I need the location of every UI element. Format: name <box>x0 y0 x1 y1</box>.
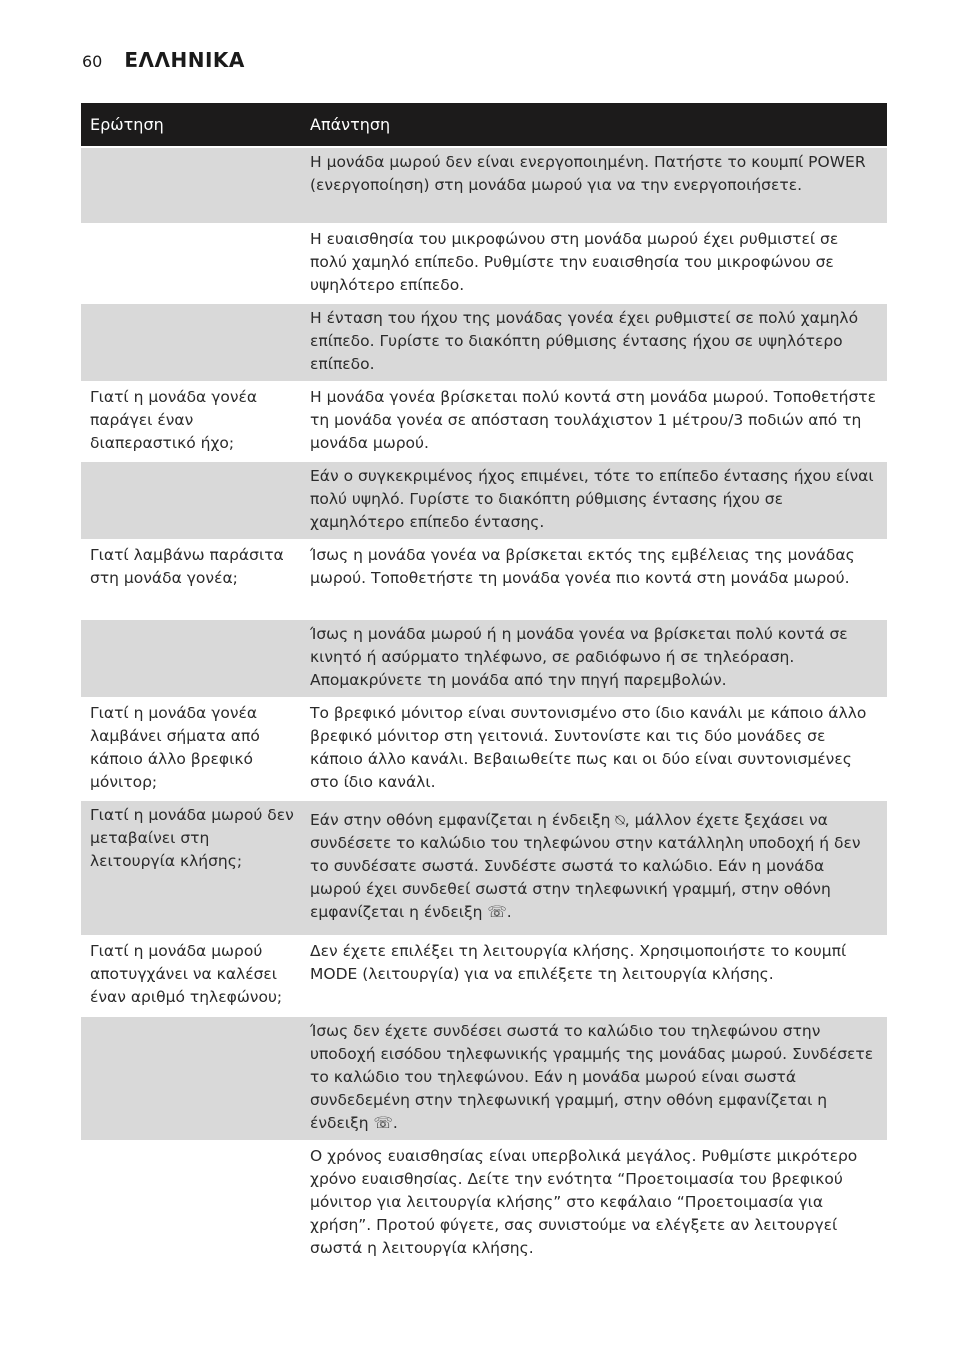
answer-cell: Το βρεφικό μόνιτορ είναι συντονισμένο στο ίδιο κανάλι με κάποιο άλλο βρεφικό μόνιτορ στη γειτονιά. Συντονίστε και τις δύο μονάδες σε κάποιο άλλο κανάλι. Βεβαιωθείτε πως και οι δύο είναι συντονισμένες στο ίδιο κανάλι. <box>310 704 867 791</box>
table-row <box>81 460 887 539</box>
question-cell <box>81 1017 301 1140</box>
question-cell: Γιατί η μονάδα μωρού αποτυγχάνει να καλέσει έναν αριθμό τηλεφώνου; <box>90 942 283 1006</box>
column-header-answer: Απάντηση <box>310 115 391 134</box>
table-row <box>81 935 887 1015</box>
answer-cell: Ίσως η μονάδα γονέα να βρίσκεται εκτός της εμβέλειας της μονάδας μωρού. Τοποθετήστε τη μονάδα γονέα πιο κοντά στη μονάδα μωρού. <box>310 546 855 587</box>
page-header <box>82 48 245 72</box>
answer-cell: Ο χρόνος ευαισθησίας είναι υπερβολικά μεγάλος. Ρυθμίστε μικρότερο χρόνο ευαισθησίας. Δείτε την ενότητα “Προετοιμασία του βρεφικού μόνιτορ για λειτουργία κλήσης” στο κεφάλαιο “Προετοιμασία για χρήση”. Προτού φύγετε, σας συνιστούμε να ελέγξετε αν λειτουργεί σωστά η λειτουργία κλήσης. <box>310 1147 858 1257</box>
answer-cell: Η ευαισθησία του μικροφώνου στη μονάδα μωρού έχει ρυθμιστεί σε πολύ χαμηλό επίπεδο. Ρυθμίστε την ευαισθησία του μικροφώνου σε υψηλότερο επίπεδο. <box>310 230 839 294</box>
table-row <box>81 1140 887 1264</box>
question-cell: Γιατί η μονάδα γονέα λαμβάνει σήματα από κάποιο άλλο βρεφικό μόνιτορ; <box>90 704 260 791</box>
question-cell: Γιατί λαμβάνω παράσιτα στη μονάδα γονέα; <box>90 546 284 587</box>
question-cell <box>81 620 301 697</box>
table-row <box>81 223 887 302</box>
question-cell <box>81 304 301 381</box>
answer-cell: Δεν έχετε επιλέξει τη λειτουργία κλήσης. Χρησιμοποιήστε το κουμπί MODE (λειτουργία) για να επιλέξετε τη λειτουργία κλήσης. <box>310 942 847 983</box>
column-header-question: Ερώτηση <box>90 115 164 134</box>
section-language-title: ΕΛΛΗΝΙΚΑ <box>124 48 245 72</box>
question-cell <box>81 148 301 223</box>
answer-cell: Η μονάδα μωρού δεν είναι ενεργοποιημένη. Πατήστε το κουμπί POWER (ενεργοποίηση) στη μονάδα μωρού για να την ενεργοποιήσετε. <box>310 153 866 194</box>
table-row <box>81 381 887 460</box>
question-cell <box>81 462 301 539</box>
table-row <box>81 1015 887 1140</box>
table-row <box>81 539 887 618</box>
page-number: 60 <box>82 52 103 71</box>
answer-cell: Η μονάδα γονέα βρίσκεται πολύ κοντά στη μονάδα μωρού. Τοποθετήστε τη μονάδα γονέα σε απόσταση τουλάχιστον 1 μέτρου/3 ποδιών από τη μονάδα μωρού. <box>310 388 876 452</box>
troubleshooting-table <box>81 103 887 1264</box>
answer-cell: Ίσως η μονάδα μωρού ή η μονάδα γονέα να βρίσκεται πολύ κοντά σε κινητό ή ασύρματο τηλέφωνο, σε ραδιόφωνο ή σε τηλεόραση. Απομακρύνετε τη μονάδα από την πηγή παρεμβολών. <box>310 625 848 689</box>
table-row <box>81 146 887 223</box>
question-cell: Γιατί η μονάδα μωρού δεν μεταβαίνει στη λειτουργία κλήσης; <box>90 806 294 870</box>
table-header-row <box>81 103 887 146</box>
answer-cell: Εάν στην οθόνη εμφανίζεται η ένδειξη ⍉, μάλλον έχετε ξεχάσει να συνδέσετε το καλώδιο του τηλεφώνου στην κατάλληλη υποδοχή ή δεν το συνδέσατε σωστά. Συνδέστε σωστά το καλώδιο. Εάν η μονάδα μωρού έχει συνδεθεί σωστά στην τηλεφωνική γραμμή, στην οθόνη εμφανίζεται η ένδειξη ☏. <box>310 811 861 921</box>
question-cell <box>81 225 301 302</box>
question-cell <box>81 1142 301 1264</box>
answer-cell: Ίσως δεν έχετε συνδέσει σωστά το καλώδιο του τηλεφώνου στην υποδοχή εισόδου τηλεφωνικής γραμμής της μονάδας μωρού. Συνδέσετε το καλώδιο του τηλεφώνου. Εάν η μονάδα μωρού είναι σωστά συνδεδεμένη στην τηλεφωνική γραμμή, στην οθόνη εμφανίζεται η ένδειξη ☏. <box>310 1022 874 1132</box>
table-row <box>81 302 887 381</box>
table-row <box>81 799 887 935</box>
answer-cell: Εάν ο συγκεκριμένος ήχος επιμένει, τότε το επίπεδο έντασης ήχου είναι πολύ υψηλό. Γυρίστε το διακόπτη ρύθμισης έντασης ήχου σε χαμηλότερο επίπεδο έντασης. <box>310 467 874 531</box>
answer-cell: Η ένταση του ήχου της μονάδας γονέα έχει ρυθμιστεί σε πολύ χαμηλό επίπεδο. Γυρίστε το διακόπτη ρύθμισης έντασης ήχου σε υψηλότερο επίπεδο. <box>310 309 859 373</box>
table-row <box>81 618 887 697</box>
table-row <box>81 697 887 799</box>
question-cell: Γιατί η μονάδα γονέα παράγει έναν διαπεραστικό ήχο; <box>90 388 258 452</box>
